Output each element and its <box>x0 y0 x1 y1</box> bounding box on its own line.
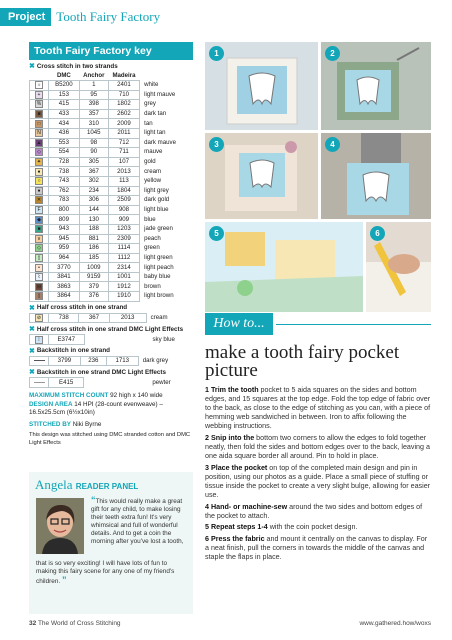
symbol-icon: ⁞ <box>35 336 43 344</box>
photo-step-5 <box>205 222 363 312</box>
key-row: ⊘ 738 367 2013 cream <box>30 313 194 323</box>
key-row: ⁞ E3747 sky blue <box>30 335 194 345</box>
symbol-icon: F <box>35 206 43 214</box>
divider <box>276 324 431 325</box>
col-dmc: DMC <box>56 72 71 79</box>
symbol-icon: % <box>36 101 42 108</box>
step-5: 5 Repeat steps 1-4 with the coin pocket design. <box>205 523 358 532</box>
symbol-icon: N <box>35 129 43 137</box>
step-number: 4 <box>325 137 340 152</box>
key-row: F 800 144 908 light blue <box>30 205 193 215</box>
photo-step-2 <box>321 42 431 130</box>
symbol-icon: ▯ <box>35 292 43 300</box>
symbol-icon: ● <box>35 168 43 176</box>
cross-icon: ✖ <box>29 347 35 355</box>
section-tag: Project <box>0 8 51 26</box>
half-table <box>29 313 193 324</box>
step-6: 6 Press the fabric and mount it centrally on the canvas to display. For a neat finish, pull the corners in towards the middle of the canvas and staple the flaps in place. <box>205 534 428 562</box>
chart-key <box>29 42 193 462</box>
photo-step-6 <box>366 222 431 312</box>
stat-area: DESIGN AREA 14 HPI (28-count evenweave) – 16.5x25.5cm (6½x10in) <box>29 400 163 417</box>
symbol-icon: ◆ <box>35 216 43 224</box>
key-row: ○ 743 302 113 yellow <box>30 176 193 186</box>
back-le-table <box>29 377 193 388</box>
stat-stitched: STITCHED BY Niki Byrne <box>29 420 102 428</box>
back-table <box>29 356 193 367</box>
key-table <box>29 71 193 302</box>
key-title: Tooth Fairy Factory key <box>29 42 193 60</box>
key-row: ● 762 234 1804 light grey <box>30 186 193 196</box>
photo-step-3 <box>205 133 318 219</box>
key-section-cross: ✖ Cross stitch in two strands <box>29 62 118 70</box>
reader-photo <box>36 498 84 554</box>
symbol-icon: ■ <box>35 225 43 233</box>
footer-url: www.gathered.how/woxs <box>359 620 431 627</box>
cross-icon: ✖ <box>29 326 35 334</box>
key-row: ⊞ 3863 379 1912 brown <box>30 282 193 292</box>
step-2: 2 Snip into the bottom two corners to allow the edges to fold together neatly, then fold the sides and bottom edges over to the back, leaving a one aida square border all around. Pin to hold in place. <box>205 433 430 461</box>
cross-icon: ✖ <box>29 63 35 70</box>
key-row: ✦ 728 305 107 gold <box>30 157 193 167</box>
step-number: 5 <box>209 226 224 241</box>
key-row: + 153 95 710 light mauve <box>30 90 193 100</box>
footer-left: 32 The World of Cross Stitching <box>29 620 121 627</box>
key-row: 3799 236 1713 dark grey <box>30 356 194 366</box>
symbol-icon: □ <box>35 120 43 128</box>
page-header <box>0 8 160 26</box>
step-number: 1 <box>209 46 224 61</box>
symbol-icon: ⌇ <box>35 273 43 281</box>
key-row: ◆ 809 130 909 blue <box>30 215 193 225</box>
key-row: ✕ 783 306 2509 dark gold <box>30 196 193 206</box>
cross-icon: ✖ <box>29 304 35 312</box>
symbol-icon: ◇ <box>35 244 43 252</box>
symbol-icon: ☼ <box>36 82 42 89</box>
howto-tag: How to... <box>205 313 273 335</box>
symbol-icon: ∨ <box>35 235 43 243</box>
line-icon <box>34 382 45 383</box>
key-row: □ 434 310 2009 tan <box>30 119 193 129</box>
symbol-icon: + <box>35 91 43 99</box>
key-row: ☼ B5200 1 2401 white <box>30 81 193 91</box>
key-row: ▯ 964 185 1112 light green <box>30 253 193 263</box>
symbol-icon: ✕ <box>36 197 42 204</box>
step-1: 1 Trim the tooth pocket to 5 aida squares on the sides and bottom edges, and 15 squares at the top edge. Fold the top edge of fabric over to the back, as close to the edge of stitching as you can, with a piece of hemming web sandwiched in between. Iron to affix following the webbing instructions. <box>205 386 431 431</box>
step-photos <box>205 42 431 312</box>
symbol-icon: ◇ <box>35 148 43 156</box>
photo-step-4 <box>321 133 431 219</box>
key-row: ∨ 945 881 2309 peach <box>30 234 193 244</box>
key-row: ■ 943 188 1203 jade green <box>30 224 193 234</box>
quote-open-icon: “ <box>91 495 96 505</box>
key-row: • 3770 1009 2314 light peach <box>30 263 193 273</box>
symbol-icon: ⊞ <box>36 283 42 290</box>
photo-step-1 <box>205 42 318 130</box>
step-4: 4 Hand- or machine-sew around the two sides and bottom edges of the pocket to attach. <box>205 502 423 520</box>
symbol-icon: ■ <box>35 110 43 118</box>
step-number: 6 <box>370 226 385 241</box>
key-row: N 436 1045 2011 light tan <box>30 128 193 138</box>
symbol-icon: ✦ <box>36 159 42 166</box>
quote-close-icon: ” <box>61 575 67 585</box>
panel-heading: Angela READER PANEL <box>35 477 139 492</box>
reader-panel <box>29 472 193 614</box>
symbol-icon: ▯ <box>35 254 43 262</box>
key-row: ▲ 553 98 712 dark mauve <box>30 138 193 148</box>
col-madeira: Madeira <box>112 72 136 79</box>
quote-part-2: that is so very exciting! I will have lots of fun to making this fairy scene for any one of my friend's children. ” <box>36 560 175 585</box>
symbol-icon: ○ <box>35 177 43 185</box>
key-row: E415 pewter <box>30 378 194 388</box>
instructions <box>205 386 431 565</box>
half-le-table <box>29 334 193 345</box>
key-section-half-le: ✖ Half cross stitch in one strand DMC Light Effects <box>29 325 184 334</box>
key-section-back: ✖ Backstitch in one strand <box>29 347 111 355</box>
symbol-icon: ⊘ <box>36 314 42 321</box>
symbol-icon: ▲ <box>36 139 42 146</box>
key-row: % 415 398 1802 grey <box>30 100 193 110</box>
key-row: ◇ 554 90 711 mauve <box>30 148 193 158</box>
step-number: 2 <box>325 46 340 61</box>
step-3: 3 Place the pocket on top of the completed main design and pin in position, using our photos as a guide. Place a small piece of stuffing or tissue inside the pocket to create a very slight bulge, allowing for easier use. <box>205 463 431 500</box>
howto-title: make a tooth fairy pocket picture <box>205 342 400 381</box>
cross-icon: ✖ <box>29 369 35 377</box>
key-row: ⌇ 3841 9159 1001 baby blue <box>30 272 193 282</box>
symbol-icon: ● <box>35 187 43 195</box>
key-section-half: ✖ Half cross stitch in one strand <box>29 304 128 312</box>
project-title: Tooth Fairy Factory <box>56 9 161 24</box>
key-row: ◇ 959 186 1114 green <box>30 244 193 254</box>
key-row: ● 738 367 2013 cream <box>30 167 193 177</box>
key-section-back-le: ✖ Backstitch in one strand DMC Light Effects <box>29 368 166 377</box>
stat-note: This design was stitched using DMC stranded cotton and DMC Light Effects <box>29 432 191 446</box>
stitch-stats <box>29 392 193 447</box>
line-icon <box>34 360 45 361</box>
stat-max: MAXIMUM STITCH COUNT 92 high x 140 wide <box>29 392 163 400</box>
step-number: 3 <box>209 137 224 152</box>
quote-part-1: “This would really make a great gift for any child, to make losing their teeth extra fun! It's very whimsical and full of wonderful details. And to get a coin the morning after you've lost a tooth, <box>91 495 184 545</box>
key-row: ▯ 3864 376 1910 light brown <box>30 292 193 302</box>
key-row: ■ 433 357 2602 dark tan <box>30 109 193 119</box>
symbol-icon: • <box>35 264 43 272</box>
col-anchor: Anchor <box>83 72 105 79</box>
